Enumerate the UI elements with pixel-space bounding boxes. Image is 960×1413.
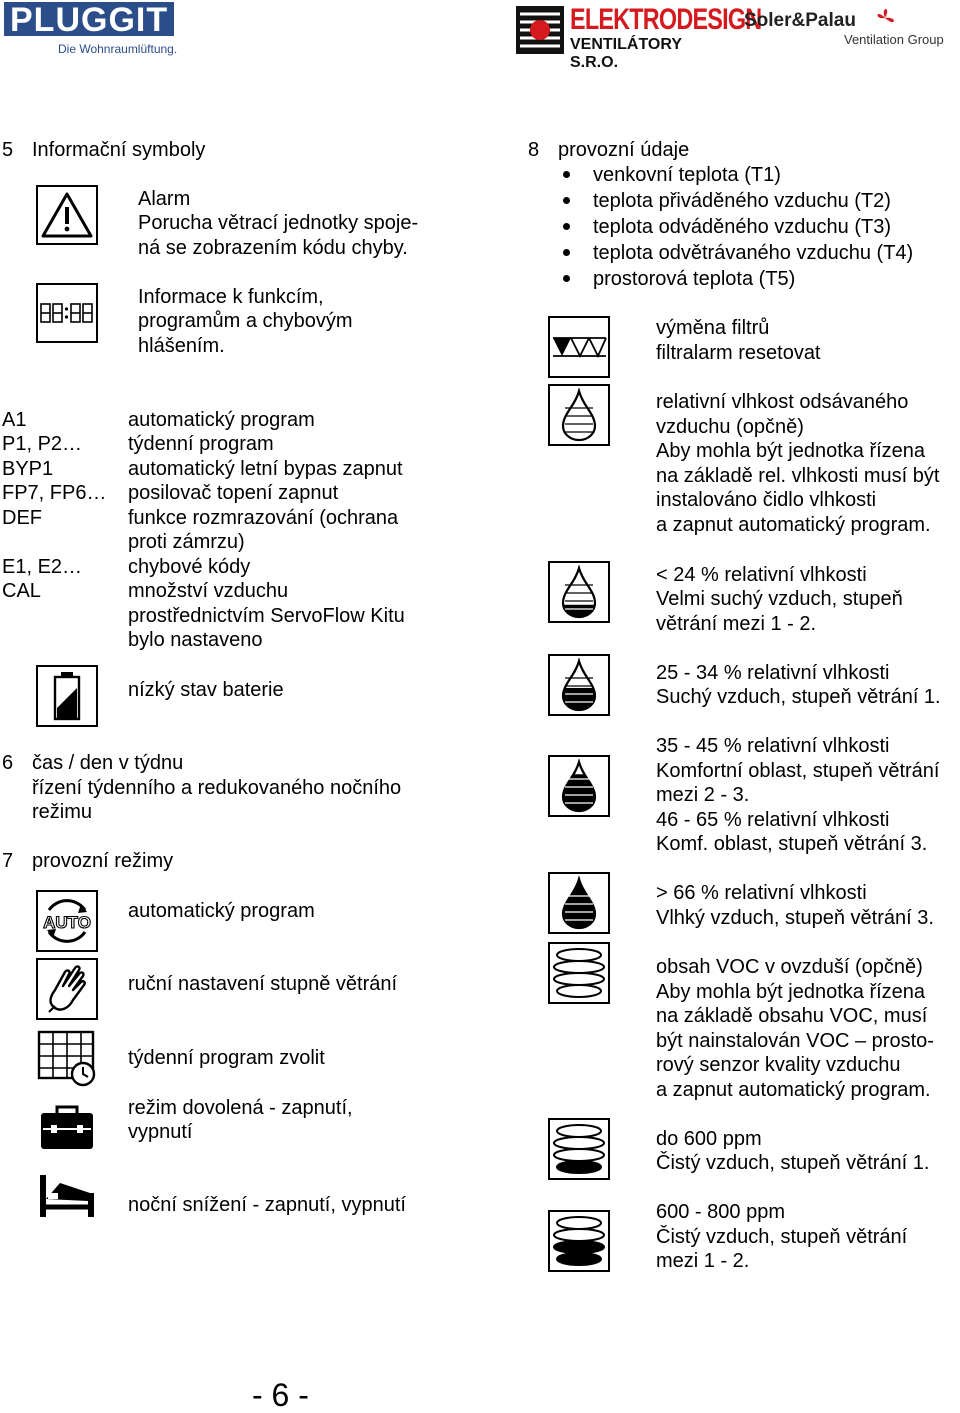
filter-line-1: výměna filtrů	[656, 317, 770, 339]
pluggit-logo-text: PLUGGIT	[4, 2, 174, 36]
bullet-icon	[563, 197, 570, 204]
temperature-item: teplota odváděného vzduchu (T3)	[593, 216, 891, 238]
alarm-line-2: Porucha větrací jednotky spoje-	[138, 212, 419, 234]
humidity-text: 35 - 45 % relativní vlhkosti	[656, 735, 890, 757]
section5-number: 5	[2, 139, 14, 161]
humidity-text: Komfortní oblast, stupeň větrání	[656, 760, 940, 782]
svg-text:AUTO: AUTO	[43, 913, 91, 932]
humidity-text: vzduchu (opčně)	[656, 416, 804, 438]
section6-line-2: režimu	[32, 801, 93, 823]
soler-fan-icon	[872, 6, 898, 30]
humidity-text: Komf. oblast, stupeň větrání 3.	[656, 833, 928, 855]
calendar-clock-icon	[36, 1027, 98, 1089]
code-description: týdenní program	[128, 433, 274, 455]
bed-icon	[36, 1166, 98, 1228]
section6-number: 6	[2, 752, 14, 774]
code-description: prostřednictvím ServoFlow Kitu	[128, 605, 405, 627]
humidity-text: relativní vlhkost odsávaného	[656, 391, 909, 413]
voc-text: Čistý vzduch, stupeň větrání	[656, 1226, 908, 1248]
pluggit-tagline: Die Wohnraumlüftung.	[58, 42, 178, 56]
voc-text: být nainstalován VOC – prosto-	[656, 1030, 934, 1052]
code-description: automatický letní bypas zapnut	[128, 458, 403, 480]
code-description: množství vzduchu	[128, 580, 289, 602]
voc-text: 600 - 800 ppm	[656, 1201, 785, 1223]
voc-cloud-icon	[548, 1210, 610, 1272]
alarm-line-1: Alarm	[138, 188, 191, 210]
filter-line-2: filtralarm resetovat	[656, 342, 821, 364]
code-label: BYP1	[2, 458, 54, 480]
voc-text: obsah VOC v ovzduší (opčně)	[656, 956, 923, 978]
voc-text: Aby mohla být jednotka řízena	[656, 981, 926, 1003]
humidity-text: a zapnut automatický program.	[656, 514, 931, 536]
humidity-text: na základě rel. vlhkosti musí být	[656, 465, 940, 487]
humidity-drop-icon	[548, 755, 610, 817]
page-number: - 6 -	[252, 1377, 309, 1413]
humidity-text: Vlhký vzduch, stupeň větrání 3.	[656, 907, 934, 929]
voc-cloud-icon	[548, 1118, 610, 1180]
info-line-1: Informace k funkcím,	[138, 286, 324, 308]
mode-night-label: noční snížení - zapnutí, vypnutí	[128, 1194, 406, 1216]
info-line-2: programům a chybovým	[138, 310, 353, 332]
humidity-text: Aby mohla být jednotka řízena	[656, 440, 926, 462]
code-label: DEF	[2, 507, 42, 529]
humidity-text: 25 - 34 % relativní vlhkosti	[656, 662, 890, 684]
temperature-item: prostorová teplota (T5)	[593, 268, 796, 290]
filter-icon	[548, 316, 610, 378]
humidity-text: mezi 2 - 3.	[656, 784, 750, 806]
humidity-drop-icon	[548, 384, 610, 446]
section8-number: 8	[528, 139, 540, 161]
mode-holiday-line-2: vypnutí	[128, 1121, 193, 1143]
suitcase-icon	[36, 1096, 98, 1158]
voc-text: Čistý vzduch, stupeň větrání 1.	[656, 1152, 930, 1174]
section8-title: provozní údaje	[558, 139, 690, 161]
battery-low-icon	[36, 665, 98, 727]
mode-auto-label: automatický program	[128, 900, 315, 922]
humidity-text: > 66 % relativní vlhkosti	[656, 882, 867, 904]
code-description: funkce rozmrazování (ochrana	[128, 507, 399, 529]
code-label: E1, E2…	[2, 556, 83, 578]
elektrodesign-mark-icon	[516, 6, 564, 54]
mode-manual-label: ruční nastavení stupně větrání	[128, 973, 398, 995]
code-description: proti zámrzu)	[128, 531, 245, 553]
auto-icon	[36, 890, 98, 952]
alarm-warning-icon	[36, 185, 98, 245]
display-digits-icon	[36, 283, 98, 343]
code-description: automatický program	[128, 409, 315, 431]
mode-weekly-label: týdenní program zvolit	[128, 1047, 325, 1069]
section6-title: čas / den v týdnu	[32, 752, 184, 774]
section5-title: Informační symboly	[32, 139, 206, 161]
section7-title: provozní režimy	[32, 850, 174, 872]
battery-low-label: nízký stav baterie	[128, 679, 284, 701]
temperature-item: teplota přiváděného vzduchu (T2)	[593, 190, 891, 212]
code-description: posilovač topení zapnut	[128, 482, 339, 504]
code-label: P1, P2…	[2, 433, 83, 455]
bullet-icon	[563, 249, 570, 256]
soler-palau-subtext: Ventilation Group	[844, 32, 944, 47]
code-label: CAL	[2, 580, 41, 602]
humidity-text: < 24 % relativní vlhkosti	[656, 564, 867, 586]
bullet-icon	[563, 275, 570, 282]
voc-text: na základě obsahu VOC, musí	[656, 1005, 928, 1027]
humidity-text: 46 - 65 % relativní vlhkosti	[656, 809, 890, 831]
code-description: bylo nastaveno	[128, 629, 263, 651]
mode-holiday-line-1: režim dovolená - zapnutí,	[128, 1097, 353, 1119]
humidity-text: Velmi suchý vzduch, stupeň	[656, 588, 903, 610]
code-label: FP7, FP6…	[2, 482, 107, 504]
bullet-icon	[563, 223, 570, 230]
code-label: A1	[2, 409, 27, 431]
voc-text: mezi 1 - 2.	[656, 1250, 750, 1272]
elektrodesign-subtext: VENTILÁTORY S.R.O.	[570, 36, 682, 71]
humidity-text: větrání mezi 1 - 2.	[656, 613, 817, 635]
voc-text: rový senzor kvality vzduchu	[656, 1054, 901, 1076]
soler-palau-logo: Soler&Palau	[744, 10, 856, 31]
alarm-line-3: ná se zobrazením kódu chyby.	[138, 237, 408, 259]
humidity-drop-icon	[548, 561, 610, 623]
voc-text: do 600 ppm	[656, 1128, 762, 1150]
elektrodesign-text: ELEKTRODESIGN	[570, 3, 762, 36]
section6-line-1: řízení týdenního a redukovaného nočního	[32, 777, 402, 799]
section7-number: 7	[2, 850, 14, 872]
voc-text: a zapnut automatický program.	[656, 1079, 931, 1101]
voc-cloud-icon	[548, 942, 610, 1004]
humidity-drop-icon	[548, 654, 610, 716]
code-description: chybové kódy	[128, 556, 251, 578]
humidity-drop-icon	[548, 872, 610, 934]
pluggit-logo	[4, 2, 214, 60]
hand-icon	[36, 958, 98, 1020]
humidity-text: instalováno čidlo vlhkosti	[656, 489, 877, 511]
elektrodesign-logo	[516, 3, 762, 71]
temperature-item: teplota odvětrávaného vzduchu (T4)	[593, 242, 914, 264]
info-line-3: hlášením.	[138, 335, 225, 357]
bullet-icon	[563, 171, 570, 178]
temperature-item: venkovní teplota (T1)	[593, 164, 781, 186]
humidity-text: Suchý vzduch, stupeň větrání 1.	[656, 686, 941, 708]
